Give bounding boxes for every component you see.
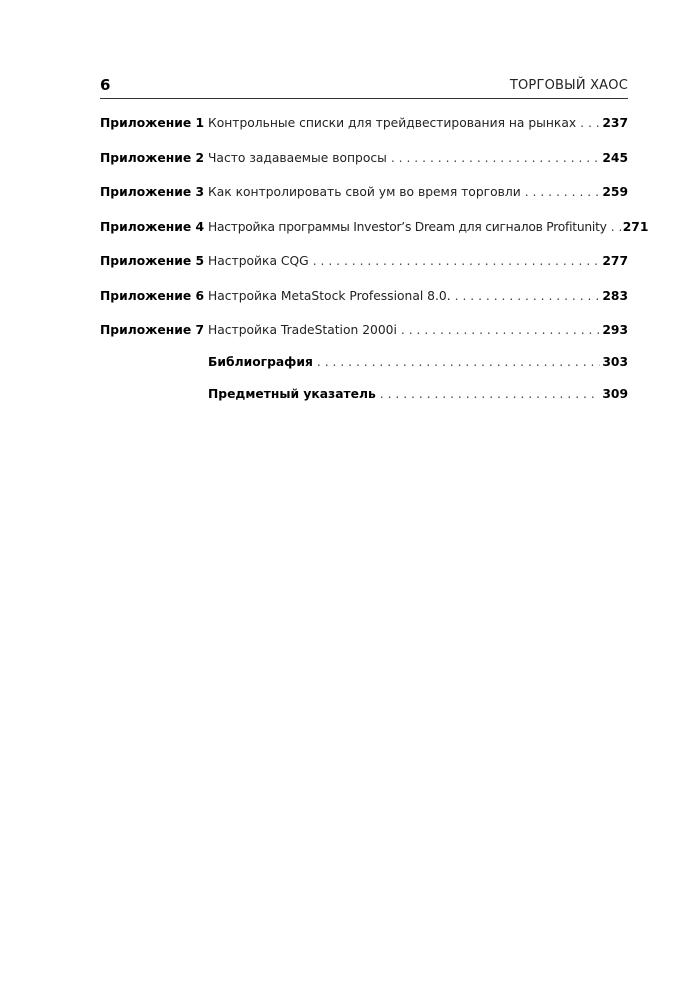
toc-entry-label: Приложение 4 [100, 219, 205, 234]
toc-entry-appendix-3[interactable] [100, 183, 628, 218]
dot-leader [611, 218, 621, 236]
toc-entry-appendix-5[interactable] [100, 252, 628, 287]
toc-entry-title: Настройка CQG [208, 254, 309, 268]
toc-entry-bibliography[interactable] [100, 353, 628, 385]
toc-entry-title: Настройка программы Investor’s Dream для сигналов Profitunity [208, 219, 607, 234]
toc-entry-page: 277 [602, 254, 628, 268]
toc-entry-page: 309 [602, 387, 628, 401]
toc-entry-index[interactable] [100, 385, 628, 417]
toc-entry-appendix-7[interactable] [100, 321, 628, 353]
toc-entry-page: 245 [602, 150, 628, 165]
page-number: 6 [100, 76, 111, 94]
toc-entry-title: Часто задаваемые вопросы [208, 150, 387, 165]
toc-entry-title: Предметный указатель [208, 387, 376, 401]
toc-entry-title: Контрольные списки для трейдвестирования на рынках [208, 116, 577, 130]
toc-entry-label: Приложение 2 [100, 150, 205, 165]
dot-leader [455, 287, 601, 305]
toc-entry-title: Настройка TradeStation 2000i [208, 323, 397, 337]
toc-entry-page: 237 [602, 116, 628, 130]
toc-entry-label: Приложение 7 [100, 323, 205, 337]
toc-entry-page: 303 [602, 355, 628, 369]
toc-entry-page: 283 [602, 288, 628, 303]
toc-entry-title: Настройка MetaStock Professional 8.0. [208, 288, 451, 303]
toc-entry-label: Приложение 3 [100, 185, 205, 199]
dot-leader [401, 321, 600, 339]
dot-leader [380, 385, 601, 403]
dot-leader [313, 252, 601, 270]
toc-entry-label: Приложение 6 [100, 288, 205, 303]
toc-entry-title: Как контролировать свой ум во время торговли [208, 185, 521, 199]
toc-entry-appendix-1[interactable] [100, 114, 628, 149]
toc-entry-page: 293 [602, 323, 628, 337]
running-head-title: ТОРГОВЫЙ ХАОС [509, 78, 628, 93]
toc-entry-appendix-2[interactable] [100, 149, 628, 184]
toc-entry-label: Приложение 5 [100, 254, 205, 268]
toc-entry-page: 259 [602, 185, 628, 199]
toc-entry-label: Приложение 1 [100, 116, 205, 130]
toc-entry-page: 271 [622, 219, 649, 234]
toc-entry-appendix-4[interactable] [100, 218, 649, 253]
dot-leader [391, 149, 600, 167]
dot-leader [525, 183, 601, 201]
dot-leader [317, 353, 600, 371]
toc-entry-appendix-6[interactable] [100, 287, 628, 322]
table-of-contents [100, 114, 649, 417]
header-divider [100, 98, 628, 99]
dot-leader [580, 114, 600, 132]
toc-entry-title: Библиография [208, 355, 313, 369]
